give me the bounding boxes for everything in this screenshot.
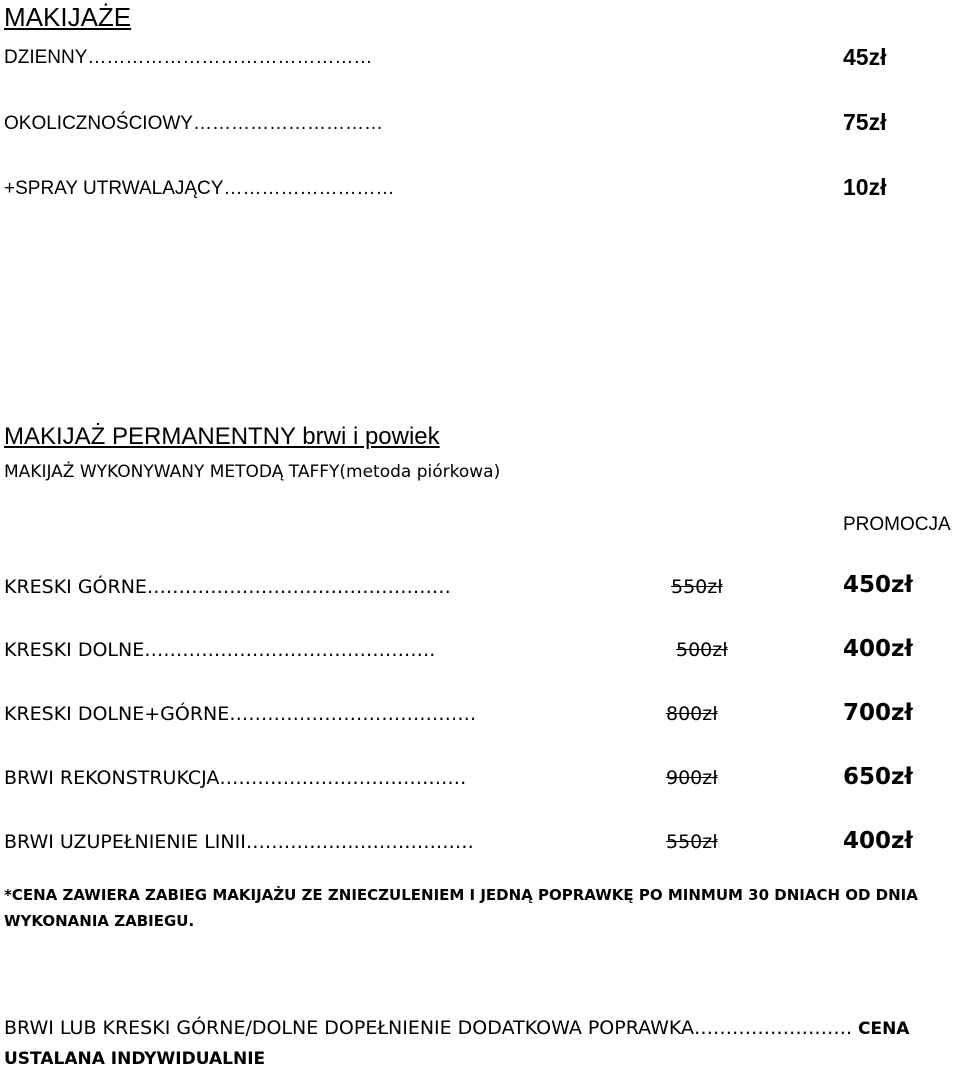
makeup-item-label: DZIENNY………………………………………	[4, 47, 373, 68]
permanent-item-label: KRESKI DOLNE……………………………………….	[4, 639, 436, 661]
permanent-item-label: BRWI REKONSTRUKCJA…………………………………	[4, 767, 467, 789]
permanent-item-promo-price: 450zł	[843, 572, 913, 598]
makeup-item-price: 45zł	[843, 44, 887, 70]
permanent-item-old-price: 900zł	[666, 767, 718, 789]
permanent-item-old-price: 500zł	[676, 639, 728, 661]
makeup-item-label: +SPRAY UTRWALAJĄCY………………………	[4, 178, 395, 199]
makeup-item-price: 10zł	[843, 174, 887, 200]
price-note-line2: WYKONANIA ZABIEGU.	[4, 912, 195, 930]
section-subtitle-permanent: MAKIJAŻ WYKONYWANY METODĄ TAFFY(metoda piórkowa)	[4, 462, 501, 482]
permanent-item-promo-price: 700zł	[843, 700, 913, 726]
section-title-permanent: MAKIJAŻ PERMANENTNY brwi i powiek	[4, 423, 440, 450]
makeup-item-label: OKOLICZNOŚCIOWY…………………………	[4, 113, 383, 134]
permanent-item-promo-price: 400zł	[843, 828, 913, 854]
permanent-item-label: KRESKI GÓRNE…………………………………………	[4, 576, 451, 598]
extra-service-line2: USTALANA INDYWIDUALNIE	[4, 1049, 266, 1069]
permanent-item-promo-price: 650zł	[843, 764, 913, 790]
permanent-item-label: BRWI UZUPEŁNIENIE LINII………………………………	[4, 831, 474, 853]
promo-column-header: PROMOCJA	[843, 514, 951, 535]
extra-service-suffix: CENA	[852, 1019, 910, 1039]
permanent-item-promo-price: 400zł	[843, 636, 913, 662]
permanent-item-old-price: 550zł	[666, 831, 718, 853]
extra-service-text: BRWI LUB KRESKI GÓRNE/DOLNE DOPEŁNIENIE DODATKOWA POPRAWKA…………………….	[4, 1017, 853, 1039]
extra-service-line	[4, 1017, 909, 1039]
permanent-item-label: KRESKI DOLNE+GÓRNE…………………………………	[4, 703, 477, 725]
section-title-makeup: MAKIJAŻE	[4, 2, 132, 32]
price-note-line1: *CENA ZAWIERA ZABIEG MAKIJAŻU ZE ZNIECZULENIEM I JEDNĄ POPRAWKĘ PO MINMUM 30 DNIACH OD DNIA	[4, 886, 918, 904]
makeup-item-price: 75zł	[843, 109, 887, 135]
permanent-item-old-price: 550zł	[671, 576, 723, 598]
permanent-item-old-price: 800zł	[666, 703, 718, 725]
